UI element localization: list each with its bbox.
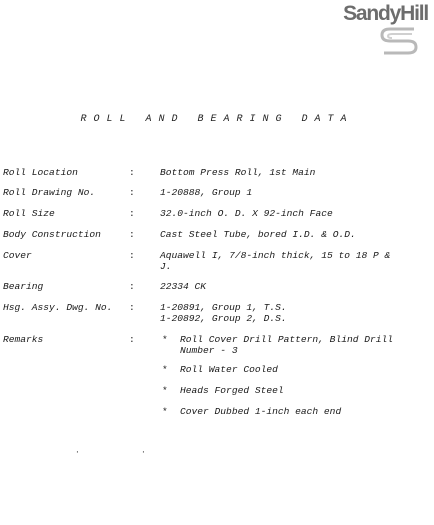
field-value-line2: 1-20892, Group 2, D.S.	[160, 313, 287, 324]
bullet-icon: *	[162, 406, 168, 417]
remark-text: Roll Cover Drill Pattern, Blind Drill Number - 3	[180, 334, 394, 356]
field-label: Bearing	[3, 281, 44, 292]
field-value: Bottom Press Roll, 1st Main	[160, 167, 316, 178]
bullet-icon: *	[162, 334, 168, 345]
remarks-label: Remarks	[3, 334, 44, 345]
remark-text: Roll Water Cooled	[180, 364, 278, 375]
field-value: 22334 CK	[160, 281, 207, 292]
field-colon: :	[129, 187, 135, 198]
field-value: Cast Steel Tube, bored I.D. & O.D.	[160, 229, 356, 240]
field-value: 32.0-inch O. D. X 92-inch Face	[160, 208, 333, 219]
field-value: 1-20888, Group 1	[160, 187, 253, 198]
field-label: Hsg. Assy. Dwg. No.	[3, 302, 113, 313]
field-label: Body Construction	[3, 229, 101, 240]
logo-text: SandyHill	[343, 2, 428, 25]
field-colon: :	[129, 250, 135, 261]
field-label: Roll Drawing No.	[3, 187, 96, 198]
remark-text: Heads Forged Steel	[180, 385, 284, 396]
field-label: Roll Location	[3, 167, 78, 178]
scan-speck: ·	[141, 448, 146, 457]
field-colon: :	[129, 167, 135, 178]
field-value-line1: 1-20891, Group 1, T.S.	[160, 302, 287, 313]
page-title: ROLL AND BEARING DATA	[80, 114, 354, 125]
remarks-colon: :	[129, 334, 135, 345]
sandyhill-logo	[308, 2, 428, 60]
field-value: Aquawell I, 7/8-inch thick, 15 to 18 P & J.	[160, 250, 391, 272]
remark-text: Cover Dubbed 1-inch each end	[180, 406, 342, 417]
scan-speck: ·	[75, 448, 80, 457]
field-colon: :	[129, 281, 135, 292]
field-colon: :	[129, 302, 135, 313]
field-label: Roll Size	[3, 208, 55, 219]
logo-mark-icon	[378, 26, 420, 56]
field-colon: :	[129, 229, 135, 240]
bullet-icon: *	[162, 364, 168, 375]
field-label: Cover	[3, 250, 32, 261]
bullet-icon: *	[162, 385, 168, 396]
field-colon: :	[129, 208, 135, 219]
